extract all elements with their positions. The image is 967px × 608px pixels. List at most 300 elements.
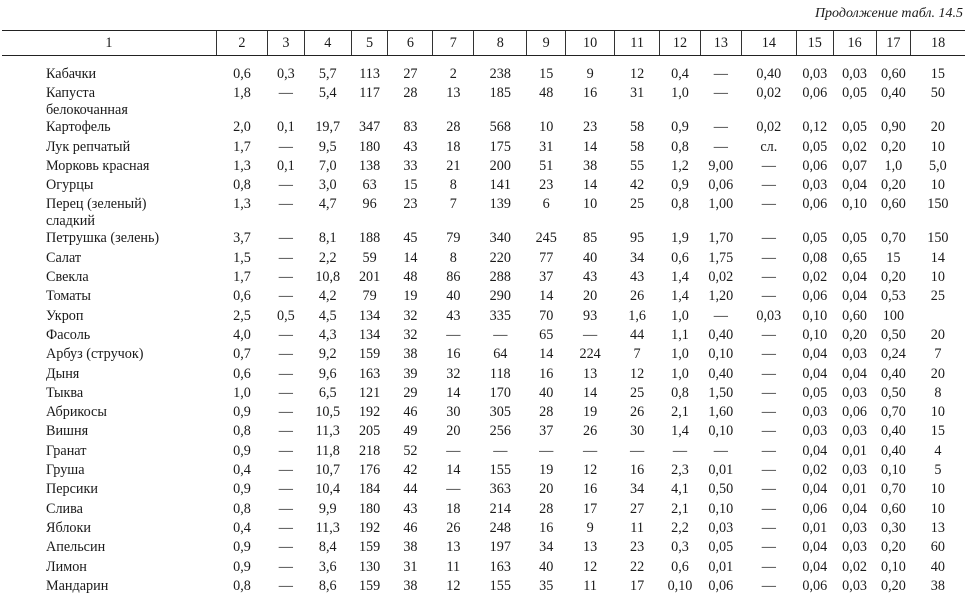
table-cell: 0,04: [802, 346, 828, 363]
table-cell: 150: [927, 230, 949, 247]
table-cell: 23: [583, 119, 598, 136]
product-name-line: белокочанная: [46, 102, 128, 119]
product-name: [2, 230, 216, 249]
table-cell: 163: [358, 365, 381, 382]
table-cell: 1,4: [671, 288, 689, 305]
table-cell: 0,03: [842, 519, 867, 536]
table-cell: 2,2: [318, 249, 337, 266]
table-cell: 0,1: [277, 157, 295, 174]
table-row: [2, 56, 965, 86]
table-cell: 0,03: [842, 539, 867, 556]
table-cell: 180: [358, 138, 381, 155]
table-cell: 14: [446, 384, 461, 401]
table-row: [2, 250, 965, 269]
table-cell: 0,03: [802, 423, 828, 440]
table-cell: 44: [630, 326, 645, 343]
table-cell: 0,03: [842, 577, 867, 594]
table-cell: —: [278, 539, 293, 556]
table-row: [2, 158, 965, 177]
table-cell: 0,10: [802, 307, 828, 324]
table-cell: 25: [630, 196, 645, 213]
table-cell: 16: [630, 462, 645, 479]
table-cell: 28: [403, 85, 418, 102]
table-cell: 11,3: [315, 519, 340, 536]
product-name-line: Фасоль: [46, 326, 91, 343]
table-cell: 26: [446, 519, 461, 536]
table-cell: 0,3: [277, 66, 295, 82]
table-row: [2, 346, 965, 365]
product-name-line: Абрикосы: [46, 404, 107, 421]
table-cell: —: [278, 481, 293, 498]
table-cell: 288: [489, 269, 511, 286]
table-cell: 0,04: [802, 365, 828, 382]
table-cell: 0,05: [802, 230, 828, 247]
table-cell: —: [493, 442, 508, 459]
table-cell: —: [761, 230, 776, 247]
table-cell: 1,7: [233, 269, 251, 286]
table-cell: 4: [934, 442, 942, 459]
table-cell: 0,30: [880, 519, 906, 536]
table-cell: 0,05: [708, 539, 734, 556]
table-row: [2, 559, 965, 578]
product-name: [2, 119, 216, 138]
column-header: 15: [796, 31, 833, 56]
table-cell: 93: [583, 307, 598, 324]
table-cell: 34: [630, 481, 645, 498]
table-cell: 0,08: [802, 249, 828, 266]
table-cell: 113: [359, 66, 380, 82]
table-cell: 0,04: [842, 500, 867, 517]
table-cell: 58: [630, 138, 645, 155]
table-cell: 15: [539, 66, 554, 82]
table-cell: —: [446, 326, 461, 343]
table-cell: 16: [446, 346, 461, 363]
table-cell: 14: [403, 249, 418, 266]
table-cell: —: [713, 119, 728, 136]
table-cell: 18: [446, 138, 461, 155]
table-row: [2, 501, 965, 520]
table-cell: —: [278, 346, 293, 363]
product-name-line: Томаты: [46, 288, 91, 305]
product-name: [2, 559, 216, 578]
table-cell: 0,10: [802, 326, 828, 343]
table-cell: 27: [403, 66, 418, 82]
table-cell: 1,0: [671, 85, 689, 102]
table-cell: 10: [539, 119, 554, 136]
table-cell: 0,8: [233, 577, 251, 594]
table-cell: 8: [934, 384, 942, 401]
table-cell: 1,00: [708, 196, 734, 213]
table-cell: 1,0: [671, 307, 689, 324]
table-row: [2, 139, 965, 158]
table-cell: —: [630, 442, 645, 459]
table-cell: 0,02: [842, 138, 867, 155]
product-name-line: Укроп: [46, 307, 84, 324]
table-cell: 1,4: [671, 423, 689, 440]
table-cell: 170: [489, 384, 511, 401]
column-header: 13: [700, 31, 741, 56]
table-cell: 0,02: [802, 269, 828, 286]
table-cell: —: [583, 442, 598, 459]
table-cell: 46: [403, 519, 418, 536]
table-cell: 13: [930, 519, 945, 536]
table-cell: 79: [446, 230, 461, 247]
table-cell: 64: [493, 346, 508, 363]
table-cell: 0,60: [880, 500, 906, 517]
table-cell: 139: [489, 196, 511, 213]
table-cell: —: [446, 442, 461, 459]
table-cell: 33: [403, 157, 418, 174]
table-cell: 0,8: [233, 177, 251, 194]
table-cell: 39: [403, 365, 418, 382]
table-cell: 248: [489, 519, 511, 536]
table-cell: 134: [358, 326, 381, 343]
table-cell: —: [761, 365, 776, 382]
table-row: [2, 404, 965, 423]
table-cell: 6,5: [318, 384, 337, 401]
table-cell: 23: [630, 539, 645, 556]
table-cell: 6: [542, 196, 550, 213]
table-cell: 20: [930, 326, 945, 343]
table-cell: 0,02: [708, 269, 734, 286]
table-cell: —: [713, 85, 728, 102]
table-cell: 55: [630, 157, 645, 174]
nutrition-table: [2, 30, 965, 597]
table-cell: 150: [927, 196, 949, 213]
table-cell: 0,10: [842, 196, 867, 213]
table-cell: 0,7: [233, 346, 251, 363]
table-cell: 49: [403, 423, 418, 440]
table-cell: 0,40: [708, 326, 734, 343]
table-cell: —: [278, 558, 293, 575]
table-cell: 28: [446, 119, 461, 136]
table-row: [2, 327, 965, 346]
table-cell: 0,05: [842, 85, 867, 102]
column-header: 16: [833, 31, 876, 56]
table-cell: 23: [539, 177, 554, 194]
table-cell: 10,4: [315, 481, 341, 498]
table-cell: 0,10: [667, 577, 693, 594]
table-cell: 28: [539, 404, 554, 421]
table-cell: 0,53: [880, 288, 906, 305]
table-cell: 43: [403, 138, 418, 155]
table-cell: 4,0: [233, 326, 251, 343]
table-cell: 5,0: [929, 157, 947, 174]
product-name-line: Свекла: [46, 269, 89, 286]
table-cell: 8: [449, 249, 457, 266]
table-cell: —: [761, 384, 776, 401]
table-cell: 0,01: [842, 481, 867, 498]
table-cell: —: [761, 558, 776, 575]
table-cell: —: [278, 404, 293, 421]
table-cell: 245: [535, 230, 557, 247]
table-cell: 42: [403, 462, 418, 479]
table-cell: 38: [403, 539, 418, 556]
table-cell: 14: [930, 249, 945, 266]
product-name: [2, 308, 216, 327]
product-name-line: Капуста: [46, 85, 96, 102]
table-cell: 65: [539, 326, 554, 343]
product-name: [2, 288, 216, 307]
table-row: [2, 308, 965, 327]
table-cell: —: [278, 500, 293, 517]
table-cell: 0,05: [802, 384, 828, 401]
table-cell: 175: [489, 138, 511, 155]
table-cell: 0,10: [708, 500, 734, 517]
table-cell: 15: [930, 66, 945, 82]
table-cell: 32: [403, 326, 418, 343]
table-cell: 155: [489, 577, 511, 594]
table-cell: 10: [930, 500, 945, 517]
table-cell: —: [278, 423, 293, 440]
table-cell: 45: [403, 230, 418, 247]
table-cell: 20: [446, 423, 461, 440]
table-cell: 23: [403, 196, 418, 213]
table-cell: 0,03: [842, 66, 867, 82]
table-cell: 59: [362, 249, 377, 266]
table-cell: 77: [539, 249, 554, 266]
table-cell: 0,40: [880, 442, 906, 459]
table-cell: 0,06: [802, 288, 828, 305]
table-cell: 40: [930, 558, 945, 575]
table-cell: 0,90: [880, 119, 906, 136]
table-cell: 3,7: [233, 230, 251, 247]
product-name-line: Картофель: [46, 119, 111, 136]
table-cell: 121: [358, 384, 381, 401]
table-cell: 7: [934, 346, 942, 363]
product-name: [2, 85, 216, 119]
table-cell: 10: [583, 196, 598, 213]
table-cell: 290: [489, 288, 511, 305]
table-cell: 0,70: [880, 404, 906, 421]
table-cell: 40: [583, 249, 598, 266]
table-cell: 2,3: [671, 462, 689, 479]
table-cell: 1,5: [233, 249, 251, 266]
table-cell: —: [761, 249, 776, 266]
table-cell: 218: [358, 442, 381, 459]
table-cell: 0,20: [880, 577, 906, 594]
column-header: 2: [216, 31, 267, 56]
table-cell: 0,02: [842, 558, 867, 575]
product-name: [2, 539, 216, 558]
table-cell: 0,8: [671, 196, 689, 213]
product-name-line: Лук репчатый: [46, 138, 131, 155]
table-cell: 8,1: [318, 230, 337, 247]
table-cell: —: [761, 481, 776, 498]
table-cell: 15: [930, 423, 945, 440]
table-cell: 35: [539, 577, 554, 594]
product-name-line: сладкий: [46, 213, 95, 230]
table-cell: 188: [358, 230, 381, 247]
table-cell: 1,1: [671, 326, 689, 343]
table-cell: 0,06: [802, 196, 828, 213]
table-cell: 38: [403, 346, 418, 363]
table-cell: 0,03: [756, 307, 782, 324]
table-cell: 3,0: [318, 177, 337, 194]
table-cell: 25: [930, 288, 945, 305]
table-cell: 38: [930, 577, 945, 594]
table-cell: 0,10: [708, 346, 734, 363]
table-cell: 1,9: [671, 230, 689, 247]
table-cell: 163: [489, 558, 511, 575]
table-cell: —: [761, 346, 776, 363]
table-cell: 4,3: [318, 326, 337, 343]
product-name: [2, 177, 216, 196]
table-cell: 0,10: [880, 558, 906, 575]
table-cell: 224: [579, 346, 601, 363]
table-cell: 0,01: [708, 558, 734, 575]
table-cell: 2,0: [233, 119, 251, 136]
table-cell: 184: [358, 481, 381, 498]
table-cell: 20: [930, 119, 945, 136]
table-cell: 1,3: [233, 157, 251, 174]
table-row: [2, 481, 965, 500]
table-cell: 130: [358, 558, 381, 575]
table-cell: сл.: [760, 138, 778, 155]
table-cell: 40: [446, 288, 461, 305]
product-name-line: Петрушка (зелень): [46, 230, 160, 247]
table-cell: 13: [446, 85, 461, 102]
table-cell: 5,4: [318, 85, 337, 102]
table-cell: 0,04: [802, 558, 828, 575]
table-cell: 9,5: [318, 138, 337, 155]
table-cell: 86: [446, 269, 461, 286]
table-cell: 32: [403, 307, 418, 324]
table-cell: 4,2: [318, 288, 337, 305]
product-name: [2, 404, 216, 423]
product-name: [2, 578, 216, 597]
table-cell: 0,24: [880, 346, 906, 363]
table-cell: 12: [630, 66, 645, 82]
table-cell: 0,01: [802, 519, 828, 536]
product-name: [2, 462, 216, 481]
table-cell: 0,50: [708, 481, 734, 498]
table-cell: 1,0: [884, 157, 903, 174]
table-cell: 4,7: [318, 196, 337, 213]
table-row: [2, 288, 965, 307]
product-name: [2, 481, 216, 500]
table-cell: 363: [489, 481, 511, 498]
table-cell: —: [761, 539, 776, 556]
table-cell: 1,60: [708, 404, 734, 421]
table-cell: 155: [489, 462, 511, 479]
table-cell: 14: [583, 177, 598, 194]
table-cell: 95: [630, 230, 645, 247]
table-cell: 0,06: [802, 500, 828, 517]
table-row: [2, 119, 965, 138]
table-cell: 0,05: [842, 119, 867, 136]
table-cell: —: [761, 519, 776, 536]
table-cell: 10: [930, 404, 945, 421]
table-cell: —: [672, 442, 688, 459]
table-cell: 1,3: [233, 196, 251, 213]
table-cell: 205: [358, 423, 381, 440]
product-name-line: Тыква: [46, 384, 84, 401]
table-cell: 8,6: [318, 577, 337, 594]
table-cell: 0,06: [802, 157, 828, 174]
table-cell: 44: [403, 481, 418, 498]
product-name: [2, 250, 216, 269]
table-cell: 0,03: [842, 346, 867, 363]
column-header: 12: [660, 31, 701, 56]
table-cell: 134: [358, 307, 381, 324]
column-header: 9: [527, 31, 566, 56]
table-cell: —: [761, 288, 776, 305]
table-cell: 568: [489, 119, 511, 136]
table-cell: 37: [539, 269, 554, 286]
table-cell: 9,6: [318, 365, 337, 382]
table-cell: 96: [362, 196, 377, 213]
table-cell: 43: [403, 500, 418, 517]
product-name-line: Кабачки: [46, 66, 97, 82]
table-cell: 159: [358, 577, 381, 594]
table-cell: 0,40: [708, 365, 734, 382]
product-name: [2, 385, 216, 404]
table-cell: 0,10: [880, 462, 906, 479]
table-cell: 0,01: [842, 442, 867, 459]
table-cell: 192: [358, 519, 381, 536]
table-cell: —: [493, 326, 508, 343]
table-cell: 83: [403, 119, 418, 136]
table-cell: 26: [630, 288, 645, 305]
table-cell: 26: [583, 423, 598, 440]
table-cell: 50: [930, 85, 945, 102]
table-cell: 1,50: [708, 384, 734, 401]
product-name-line: Арбуз (стручок): [46, 346, 144, 363]
table-cell: —: [761, 404, 776, 421]
table-cell: 5,7: [318, 66, 337, 82]
table-row: [2, 230, 965, 249]
table-cell: 0,4: [233, 462, 251, 479]
table-cell: 0,06: [802, 577, 828, 594]
table-cell: 11,8: [315, 442, 340, 459]
table-row: [2, 196, 965, 230]
table-cell: 100: [882, 307, 905, 324]
table-cell: —: [761, 500, 776, 517]
table-cell: 16: [539, 519, 554, 536]
table-cell: 18: [446, 500, 461, 517]
table-cell: —: [761, 196, 776, 213]
column-header: 18: [911, 31, 965, 56]
table-cell: 1,75: [708, 249, 734, 266]
table-cell: —: [278, 384, 293, 401]
table-cell: 20: [583, 288, 598, 305]
table-cell: 0,1: [277, 119, 295, 136]
table-cell: 60: [930, 539, 945, 556]
table-cell: 34: [539, 539, 554, 556]
table-cell: 43: [583, 269, 598, 286]
table-cell: —: [278, 249, 293, 266]
table-cell: —: [278, 138, 293, 155]
table-cell: 1,4: [671, 269, 689, 286]
table-cell: —: [278, 177, 293, 194]
product-name-line: Яблоки: [46, 519, 91, 536]
table-cell: 15: [886, 249, 901, 266]
table-cell: 4,1: [671, 481, 689, 498]
table-cell: 0,02: [802, 462, 828, 479]
table-row: [2, 539, 965, 558]
table-cell: —: [278, 269, 293, 286]
table-cell: 0,8: [233, 423, 251, 440]
table-cell: 14: [539, 346, 554, 363]
table-cell: 0,20: [880, 539, 906, 556]
table-cell: —: [278, 462, 293, 479]
table-cell: 14: [583, 138, 598, 155]
table-cell: 1,6: [628, 307, 646, 324]
table-cell: 16: [539, 365, 554, 382]
column-header: 11: [615, 31, 660, 56]
table-cell: —: [539, 442, 554, 459]
